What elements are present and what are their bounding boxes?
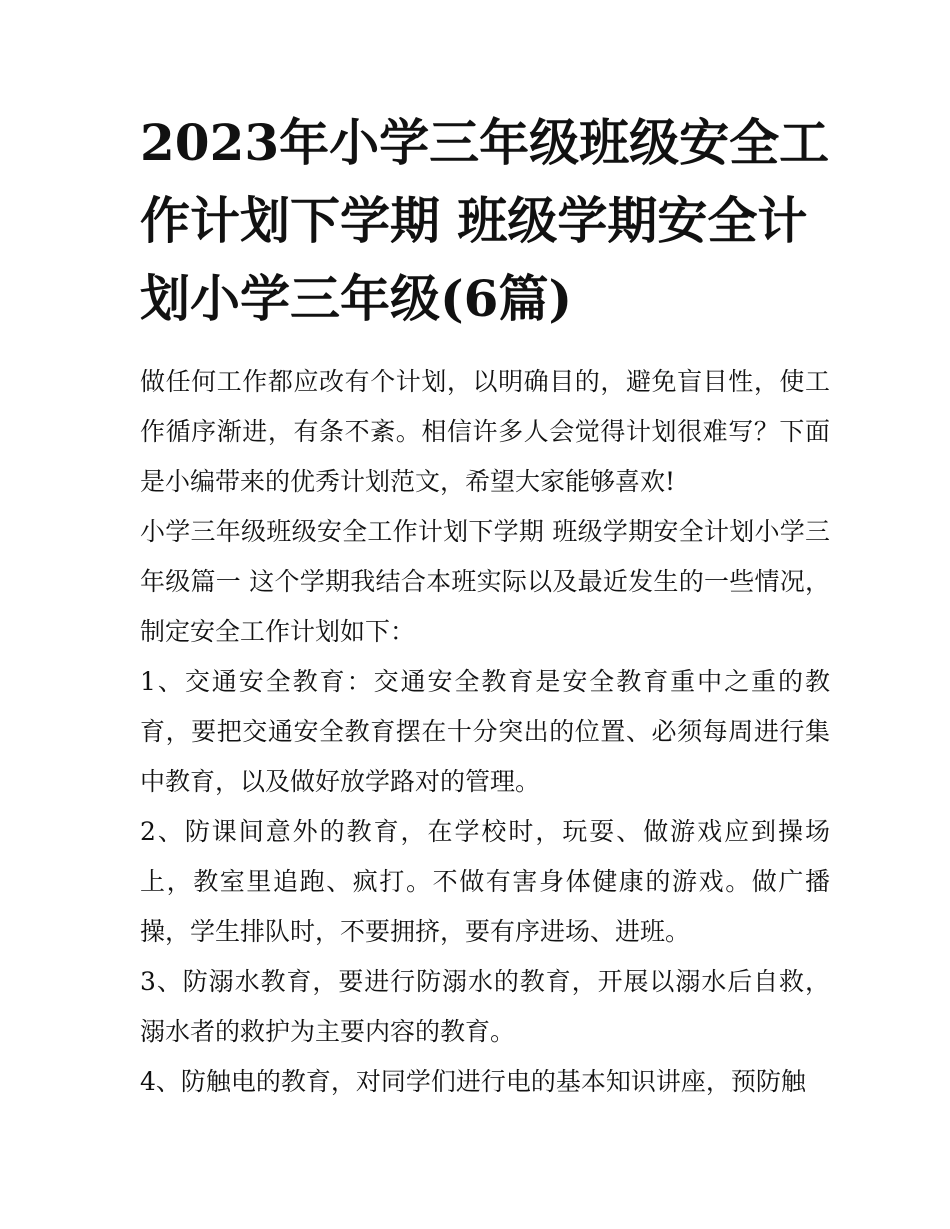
list-item-electric-shock-prevention: 4、防触电的教育，对同学们进行电的基本知识讲座，预防触 xyxy=(140,1067,806,1096)
document-body xyxy=(140,357,830,1107)
list-item-recess-safety: 2、防课间意外的教育，在学校时，玩耍、做游戏应到操场上，教室里追跑、疯打。不做有害身体健康的游戏。做广播操，学生排队时，不要拥挤，要有序进场、进班。 xyxy=(140,817,830,946)
list-item-drowning-prevention: 3、防溺水教育，要进行防溺水的教育，开展以溺水后自救，溺水者的救护为主要内容的教育。 xyxy=(140,967,830,1046)
section-intro-paragraph: 小学三年级班级安全工作计划下学期 班级学期安全计划小学三年级篇一 这个学期我结合本班实际以及最近发生的一些情况，制定安全工作计划如下： xyxy=(140,517,830,646)
intro-paragraph: 做任何工作都应改有个计划，以明确目的，避免盲目性，使工作循序渐进，有条不紊。相信许多人会觉得计划很难写？下面是小编带来的优秀计划范文，希望大家能够喜欢! xyxy=(140,367,830,496)
document-title: 2023年小学三年级班级安全工作计划下学期 班级学期安全计划小学三年级(6篇) xyxy=(140,113,830,328)
list-item-traffic-safety: 1、交通安全教育：交通安全教育是安全教育重中之重的教育，要把交通安全教育摆在十分突出的位置、必须每周进行集中教育，以及做好放学路对的管理。 xyxy=(140,667,830,796)
